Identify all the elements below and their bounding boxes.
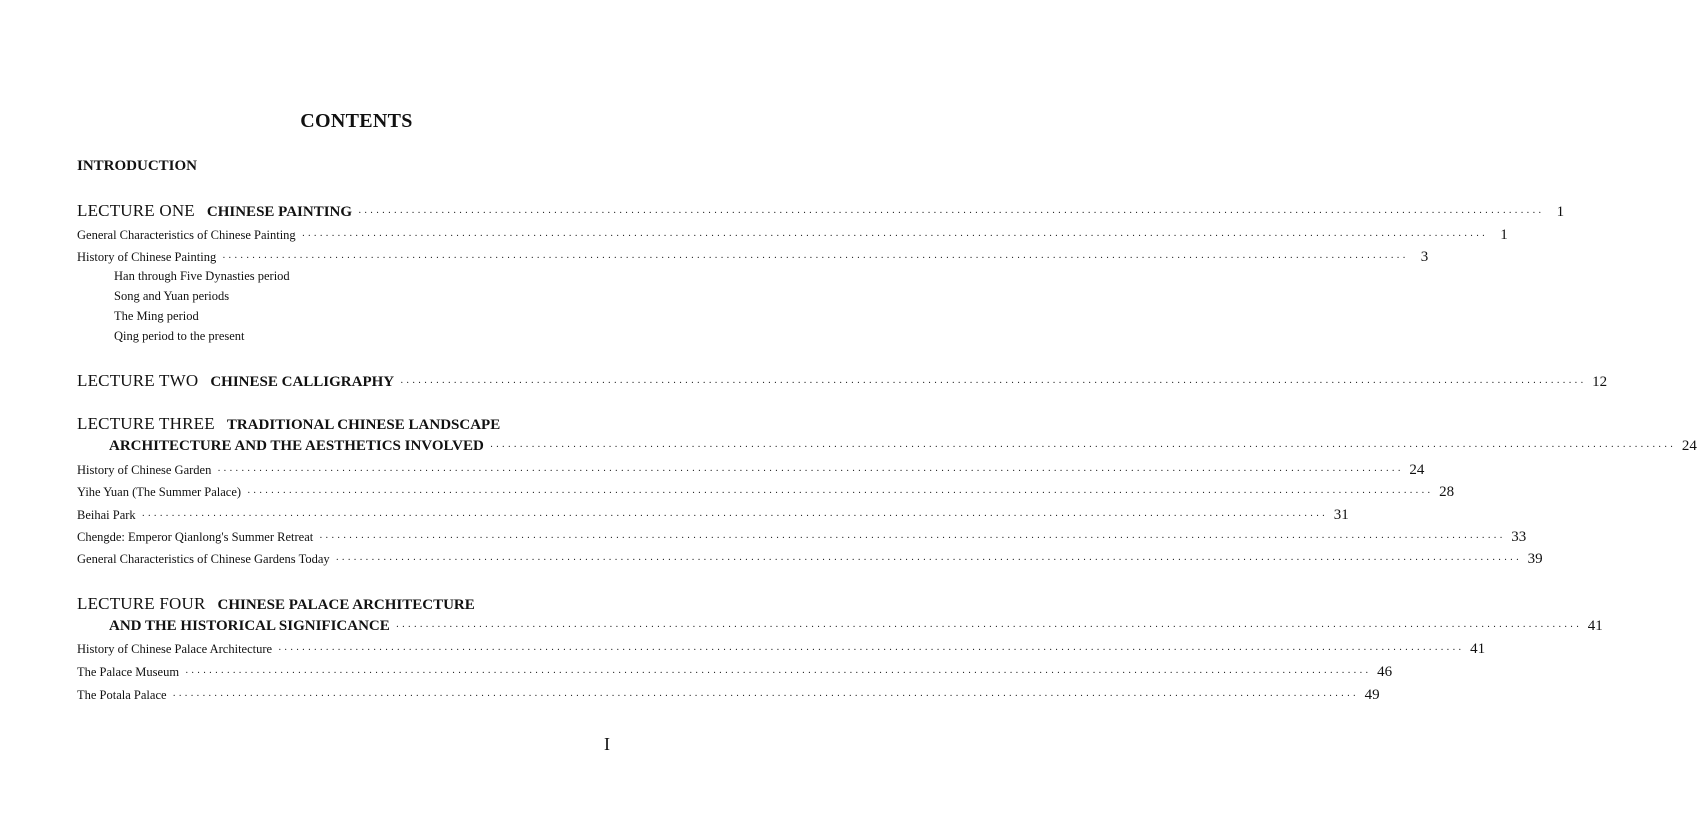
leader-dots: ········································································································································································································ xyxy=(217,466,1404,477)
page-number: 28 xyxy=(1439,484,1455,500)
toc-entry[interactable] xyxy=(77,551,1543,568)
toc-lecture-three-cont[interactable] xyxy=(77,438,1697,455)
leader-dots: ········································································································································································································ xyxy=(172,691,1359,702)
page-number: 31 xyxy=(1333,507,1349,523)
toc-entry[interactable] xyxy=(77,484,1455,501)
leader-dots: ········································································································································································································ xyxy=(278,645,1465,656)
entry-label: The Potala Palace xyxy=(77,688,167,702)
leader-dots: ········································································································································································································ xyxy=(400,378,1587,389)
leader-dots: ········································································································································································································ xyxy=(247,488,1434,499)
lecture-title-line2: AND THE HISTORICAL SIGNIFICANCE xyxy=(109,618,390,634)
lecture-title: CHINESE CALLIGRAPHY xyxy=(210,374,395,390)
page-number: 46 xyxy=(1377,664,1393,680)
leader-dots: ········································································································································································································ xyxy=(489,442,1676,453)
leader-dots: ········································································································································································································ xyxy=(395,622,1582,633)
toc-lecture-three[interactable] xyxy=(77,414,500,434)
toc-entry[interactable] xyxy=(77,462,1425,479)
toc-lecture-four-cont[interactable] xyxy=(77,618,1603,635)
leader-dots: ········································································································································································································ xyxy=(358,208,1545,219)
lecture-title-line2: ARCHITECTURE AND THE AESTHETICS INVOLVED xyxy=(109,438,484,454)
page-title: CONTENTS xyxy=(300,110,413,132)
page-number: 3 xyxy=(1420,249,1429,265)
entry-label: History of Chinese Painting xyxy=(77,250,217,264)
entry-label: The Palace Museum xyxy=(77,665,180,679)
toc-lecture-one[interactable] xyxy=(77,201,1565,221)
toc-entry[interactable] xyxy=(77,664,1393,681)
toc-entry[interactable] xyxy=(77,641,1486,658)
toc-subentry[interactable]: Qing period to the present xyxy=(114,329,245,343)
page-number: 39 xyxy=(1527,551,1543,567)
page-number: 33 xyxy=(1511,529,1527,545)
leader-dots: ········································································································································································································ xyxy=(335,555,1522,566)
leader-dots: ········································································································································································································ xyxy=(319,533,1506,544)
page-folio: I xyxy=(604,734,610,754)
leader-dots: ········································································································································································································ xyxy=(301,231,1488,242)
page-number: 12 xyxy=(1592,374,1608,390)
toc-subentry[interactable]: Song and Yuan periods xyxy=(114,289,230,303)
lecture-number: LECTURE TWO xyxy=(77,371,199,390)
leader-dots: ········································································································································································································ xyxy=(141,511,1328,522)
toc-entry[interactable] xyxy=(77,227,1508,244)
entry-label: General Characteristics of Chinese Painting xyxy=(77,228,296,242)
leader-dots: ········································································································································································································ xyxy=(222,253,1409,264)
toc-entry[interactable] xyxy=(77,529,1527,546)
entry-label: Chengde: Emperor Qianlong's Summer Retreat xyxy=(77,530,314,544)
lecture-title-line1: TRADITIONAL CHINESE LANDSCAPE xyxy=(226,417,501,433)
leader-dots: ········································································································································································································ xyxy=(185,668,1372,679)
lecture-number: LECTURE FOUR xyxy=(77,594,206,613)
page-number: 41 xyxy=(1587,618,1603,634)
toc-lecture-four[interactable] xyxy=(77,594,475,614)
toc-lecture-two[interactable] xyxy=(77,371,1608,391)
page-number: 24 xyxy=(1681,438,1697,454)
toc-entry[interactable] xyxy=(77,687,1380,704)
lecture-title-line1: CHINESE PALACE ARCHITECTURE xyxy=(217,597,475,613)
toc-entry[interactable] xyxy=(77,507,1349,524)
page-number: 24 xyxy=(1409,462,1425,478)
entry-label: Beihai Park xyxy=(77,508,136,522)
entry-label: History of Chinese Garden xyxy=(77,463,212,477)
entry-label: General Characteristics of Chinese Gardens Today xyxy=(77,552,330,566)
page-number: 41 xyxy=(1470,641,1486,657)
toc-introduction[interactable]: INTRODUCTION xyxy=(77,158,198,174)
toc-subentry[interactable]: The Ming period xyxy=(114,309,199,323)
lecture-title: CHINESE PAINTING xyxy=(206,204,353,220)
page-number: 1 xyxy=(1556,204,1565,220)
lecture-number: LECTURE ONE xyxy=(77,201,195,220)
page-number: 1 xyxy=(1500,227,1508,243)
page-number: 49 xyxy=(1364,687,1380,703)
entry-label: History of Chinese Palace Architecture xyxy=(77,642,273,656)
lecture-number: LECTURE THREE xyxy=(77,414,215,433)
toc-entry[interactable] xyxy=(77,249,1429,266)
entry-label: Yihe Yuan (The Summer Palace) xyxy=(77,485,242,499)
toc-subentry[interactable]: Han through Five Dynasties period xyxy=(114,269,290,283)
